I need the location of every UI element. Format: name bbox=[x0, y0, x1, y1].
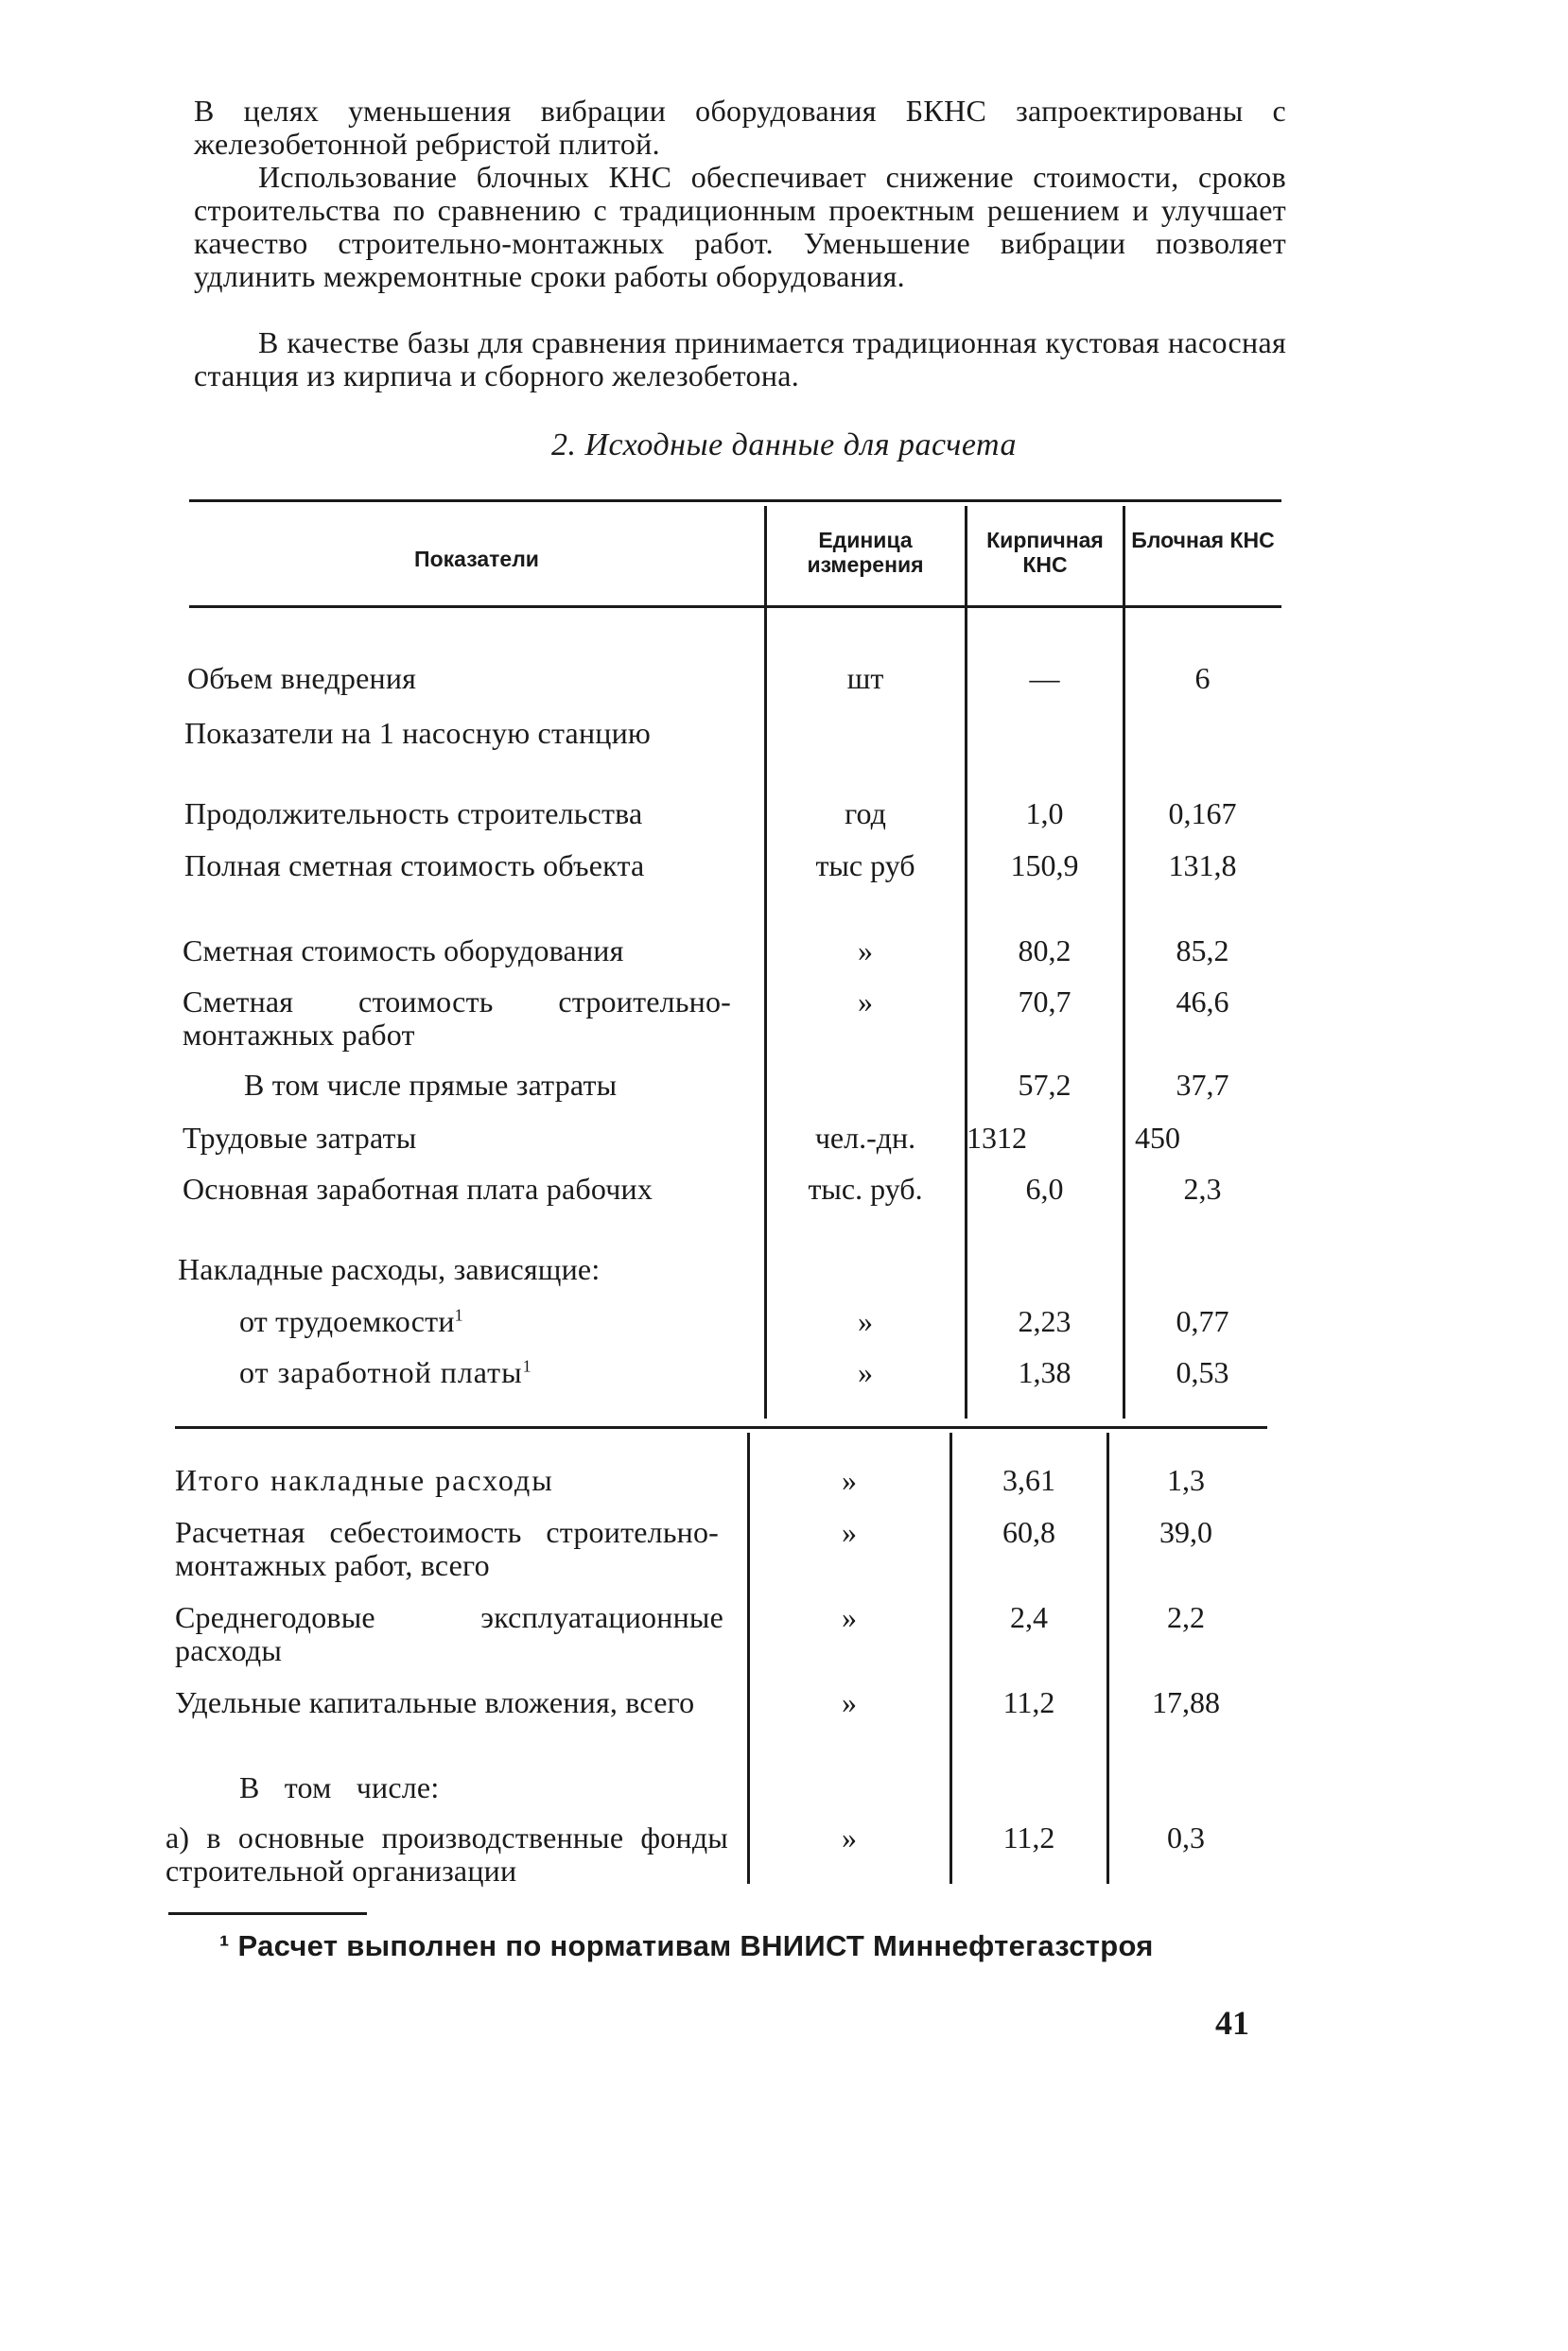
header-unit: Единица измерения bbox=[807, 528, 924, 577]
table-top-rule bbox=[189, 499, 1281, 502]
row-block: 6 bbox=[1194, 661, 1211, 695]
row-block: 2,2 bbox=[1167, 1600, 1205, 1634]
row-brick: 3,61 bbox=[1002, 1463, 1055, 1497]
row-name: Накладные расходы, зависящие: bbox=[178, 1252, 601, 1286]
row-name: Объем внедрения bbox=[187, 661, 417, 695]
row-block: 0,77 bbox=[1176, 1304, 1229, 1338]
row-brick: 6,0 bbox=[1025, 1172, 1064, 1206]
header-brick: Кирпичная КНС bbox=[986, 528, 1104, 577]
row-block: 46,6 bbox=[1176, 984, 1229, 1019]
row-block: 37,7 bbox=[1176, 1068, 1229, 1102]
section-rule bbox=[175, 1426, 1267, 1429]
row-block: 2,3 bbox=[1183, 1172, 1222, 1206]
header-bottom-rule bbox=[189, 605, 1281, 608]
row-unit: » bbox=[842, 1463, 857, 1497]
paragraph-3: В качестве базы для сравнения принимается традиционная кустовая насосная станция из кирпича и сборного железобетона. bbox=[194, 325, 1286, 392]
row-block: 131,8 bbox=[1168, 848, 1237, 882]
row-name-text: от трудоемкости bbox=[239, 1304, 455, 1338]
row-name: а) в основные производственные фонды строительной организации bbox=[166, 1820, 728, 1888]
footnote-mark: 1 bbox=[454, 1305, 463, 1325]
footnote-separator bbox=[168, 1912, 367, 1915]
row-name: Сметная стоимость оборудования bbox=[183, 933, 624, 967]
row-brick: 2,23 bbox=[1018, 1304, 1071, 1338]
row-name: Основная заработная плата рабочих bbox=[183, 1172, 653, 1206]
row-name bbox=[239, 1356, 712, 1389]
row-name: Сметная стоимость строительно-монтажных работ bbox=[183, 984, 731, 1052]
row-block: 0,3 bbox=[1167, 1820, 1205, 1855]
row-name: Полная сметная стоимость объекта bbox=[184, 848, 645, 882]
page-number: 41 bbox=[1215, 2004, 1249, 2042]
header-indicator: Показатели bbox=[414, 547, 539, 571]
row-block: 17,88 bbox=[1152, 1685, 1220, 1719]
row-block: 0,167 bbox=[1168, 796, 1237, 830]
row-block: 450 bbox=[1135, 1121, 1180, 1155]
col-divider-brick-lower bbox=[950, 1433, 952, 1884]
row-unit: » bbox=[842, 1820, 857, 1855]
row-name: В том числе прямые затраты bbox=[244, 1068, 618, 1102]
row-block: 39,0 bbox=[1159, 1515, 1212, 1549]
paragraph-2: Использование блочных КНС обеспечивает снижение стоимости, сроков строительства по сравнению с традиционным проектным решением и улучшает качество строительно-монтажных работ. Уменьшение вибрации позволяет удлинить межремонтные сроки работы оборудования. bbox=[194, 160, 1286, 293]
row-brick: 1,0 bbox=[1025, 796, 1064, 830]
header-block: Блочная КНС bbox=[1131, 528, 1275, 552]
row-name: В том числе: bbox=[239, 1770, 440, 1804]
col-divider-block-lower bbox=[1106, 1433, 1109, 1884]
row-name: Удельные капитальные вложения, всего bbox=[175, 1685, 695, 1719]
row-unit: » bbox=[842, 1600, 857, 1634]
row-block: 1,3 bbox=[1167, 1463, 1205, 1497]
row-brick: 60,8 bbox=[1002, 1515, 1055, 1549]
row-name: Среднегодовые эксплуатационные расходы bbox=[175, 1600, 723, 1667]
row-brick: 11,2 bbox=[1002, 1685, 1055, 1719]
row-unit: » bbox=[842, 1685, 857, 1719]
row-block: 0,53 bbox=[1176, 1355, 1229, 1389]
footnote-mark: 1 bbox=[522, 1356, 532, 1376]
row-brick: 57,2 bbox=[1018, 1068, 1071, 1102]
col-divider-unit-lower bbox=[747, 1433, 750, 1884]
row-brick: 2,4 bbox=[1010, 1600, 1048, 1634]
row-unit: тыс. руб. bbox=[808, 1172, 923, 1206]
row-name: Продолжительность строительства bbox=[184, 796, 643, 830]
row-name: Расчетная себестоимость строительно-монтажных работ, всего bbox=[175, 1515, 719, 1582]
row-unit: » bbox=[858, 1304, 873, 1338]
footnote: ¹ Расчет выполнен по нормативам ВНИИСТ Миннефтегазстроя bbox=[219, 1929, 1154, 1962]
row-brick: — bbox=[1029, 661, 1060, 695]
row-name: Итого накладные расходы bbox=[175, 1463, 554, 1497]
row-name bbox=[239, 1305, 712, 1338]
row-unit: чел.-дн. bbox=[814, 1121, 916, 1155]
row-name: Трудовые затраты bbox=[183, 1121, 417, 1155]
table-title: 2. Исходные данные для расчета bbox=[550, 427, 1018, 462]
row-brick: 11,2 bbox=[1002, 1820, 1055, 1855]
row-name-text: от заработной платы bbox=[239, 1355, 523, 1389]
row-unit: тыс руб bbox=[815, 848, 915, 882]
row-brick: 1312 bbox=[967, 1121, 1027, 1155]
row-block: 85,2 bbox=[1176, 933, 1229, 967]
row-unit: шт bbox=[846, 661, 884, 695]
row-brick: 1,38 bbox=[1018, 1355, 1071, 1389]
row-brick: 70,7 bbox=[1018, 984, 1071, 1019]
row-brick: 80,2 bbox=[1018, 933, 1071, 967]
row-brick: 150,9 bbox=[1010, 848, 1079, 882]
row-unit: » bbox=[858, 984, 873, 1019]
paragraph-1: В целях уменьшения вибрации оборудования БКНС запроектированы с железобетонной ребристой плитой. bbox=[194, 94, 1286, 161]
row-unit: » bbox=[858, 1355, 873, 1389]
row-unit: год bbox=[845, 796, 886, 830]
row-unit: » bbox=[858, 933, 873, 967]
row-unit: » bbox=[842, 1515, 857, 1549]
row-name: Показатели на 1 насосную станцию bbox=[184, 716, 652, 750]
